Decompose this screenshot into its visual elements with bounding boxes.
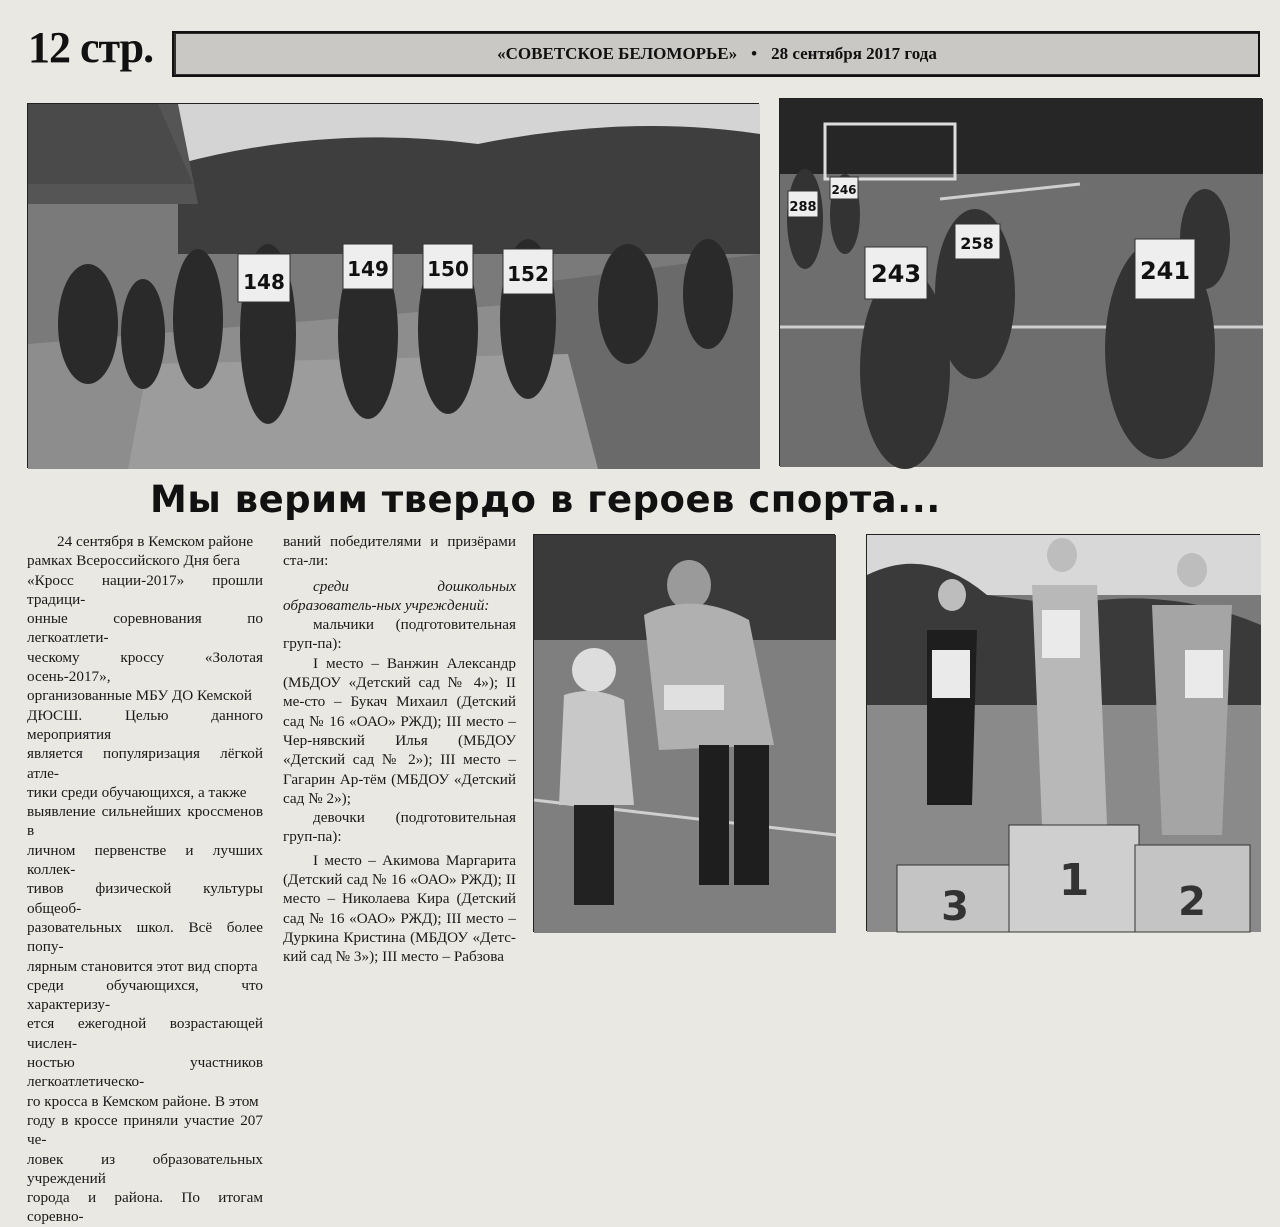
col2-subheading: среди дошкольных образователь-ных учреждений: bbox=[283, 577, 516, 614]
col1-line: выявление сильнейших кроссменов в bbox=[27, 803, 263, 840]
header-bullet: • bbox=[751, 44, 758, 63]
photo-children-field bbox=[779, 98, 1262, 466]
page-number: 12 стр. bbox=[28, 23, 154, 72]
col2-boys-results: I место – Ванжин Александр (МБДОУ «Детский сад № 4»); II ме-сто – Букач Михаил (Детский сад № 16 «ОАО» РЖД); III место – Чер-нявский Илья (МБДОУ «Детский сад № 2»); III место – Гагарин Ар-тём (МБДОУ «Детский сад № 2»); bbox=[283, 654, 516, 807]
newspaper-name: «СОВЕТСКОЕ БЕЛОМОРЬЕ» bbox=[497, 44, 738, 63]
col2-boys-heading: мальчики (подготовительная груп-па): bbox=[283, 616, 516, 653]
col1-line: тики среди обучающихся, а также bbox=[27, 783, 247, 801]
bib-148: 148 bbox=[243, 270, 285, 294]
col1-line: ется ежегодной возрастающей числен- bbox=[27, 1015, 263, 1052]
photo-award-handover-svg bbox=[534, 535, 836, 933]
photo-podium-svg bbox=[867, 535, 1261, 932]
col2-girls-results: I место – Акимова Маргарита (Детский сад № 16 «ОАО» РЖД); II место – Николаева Кира (Детский сад № 16 «ОАО» РЖД); III место – Дуркина Кристина (МБДОУ «Детс-кий сад № 3»); III место – Рабзова bbox=[283, 851, 516, 966]
podium-place-3: 3 bbox=[941, 884, 969, 930]
col1-line: онные соревнования по легкоатлети- bbox=[27, 610, 263, 647]
bib-150: 150 bbox=[427, 257, 469, 281]
photo-runners-road-svg bbox=[28, 104, 760, 469]
bib-243: 243 bbox=[870, 260, 922, 288]
photo-podium bbox=[866, 534, 1260, 931]
col1-line: города и района. По итогам соревно- bbox=[27, 1189, 263, 1226]
col1-line: организованные МБУ ДО Кемской bbox=[27, 687, 252, 705]
col1-line: «Кросс нации-2017» прошли традици- bbox=[27, 571, 263, 608]
col1-line: личном первенстве и лучших коллек- bbox=[27, 841, 263, 879]
podium-place-2: 2 bbox=[1178, 879, 1206, 925]
col2-intro: ваний победителями и призёрами ста-ли: bbox=[283, 533, 516, 570]
col1-line: среди обучающихся, что характеризу- bbox=[27, 976, 263, 1014]
col1-line: лярным становится этот вид спорта bbox=[27, 957, 258, 975]
bib-152: 152 bbox=[507, 262, 549, 286]
col1-line: разовательных школ. Всё более попу- bbox=[27, 918, 263, 956]
col1-line: го кросса в Кемском районе. В этом bbox=[27, 1092, 259, 1110]
col1-line: является популяризация лёгкой атле- bbox=[27, 745, 263, 782]
bib-246: 246 bbox=[831, 183, 857, 197]
masthead-inner bbox=[176, 34, 1258, 74]
photo-award-handover bbox=[533, 534, 835, 932]
col2-girls-heading: девочки (подготовительная груп-па): bbox=[283, 809, 516, 846]
article-column-2 bbox=[283, 532, 516, 967]
bib-288: 288 bbox=[789, 200, 817, 215]
bib-149: 149 bbox=[347, 257, 389, 281]
masthead-bar bbox=[172, 31, 1260, 77]
photo-runners-road bbox=[27, 103, 759, 468]
col1-line: году в кроссе приняли участие 207 че- bbox=[27, 1111, 263, 1149]
col1-line: тивов физической культуры общеоб- bbox=[27, 880, 263, 917]
col1-line: 24 сентября в Кемском районе bbox=[57, 533, 254, 550]
col1-line: ностью участников легкоатлетическо- bbox=[27, 1054, 263, 1091]
col1-line: ловек из образовательных учреждений bbox=[27, 1150, 263, 1187]
photo-children-field-svg bbox=[780, 99, 1263, 467]
issue-date: 28 сентября 2017 года bbox=[771, 44, 937, 63]
bib-258: 258 bbox=[960, 234, 994, 253]
podium-place-1: 1 bbox=[1058, 855, 1090, 906]
col1-line: ческому кроссу «Золотая осень-2017», bbox=[27, 648, 263, 686]
col1-line: рамках Всероссийского Дня бега bbox=[27, 552, 241, 570]
article-title: Мы верим твердо в героев спорта... bbox=[150, 478, 941, 521]
article-column-1 bbox=[27, 532, 263, 1227]
bib-241: 241 bbox=[1139, 257, 1191, 285]
col1-line: ДЮСШ. Целью данного мероприятия bbox=[27, 706, 263, 743]
